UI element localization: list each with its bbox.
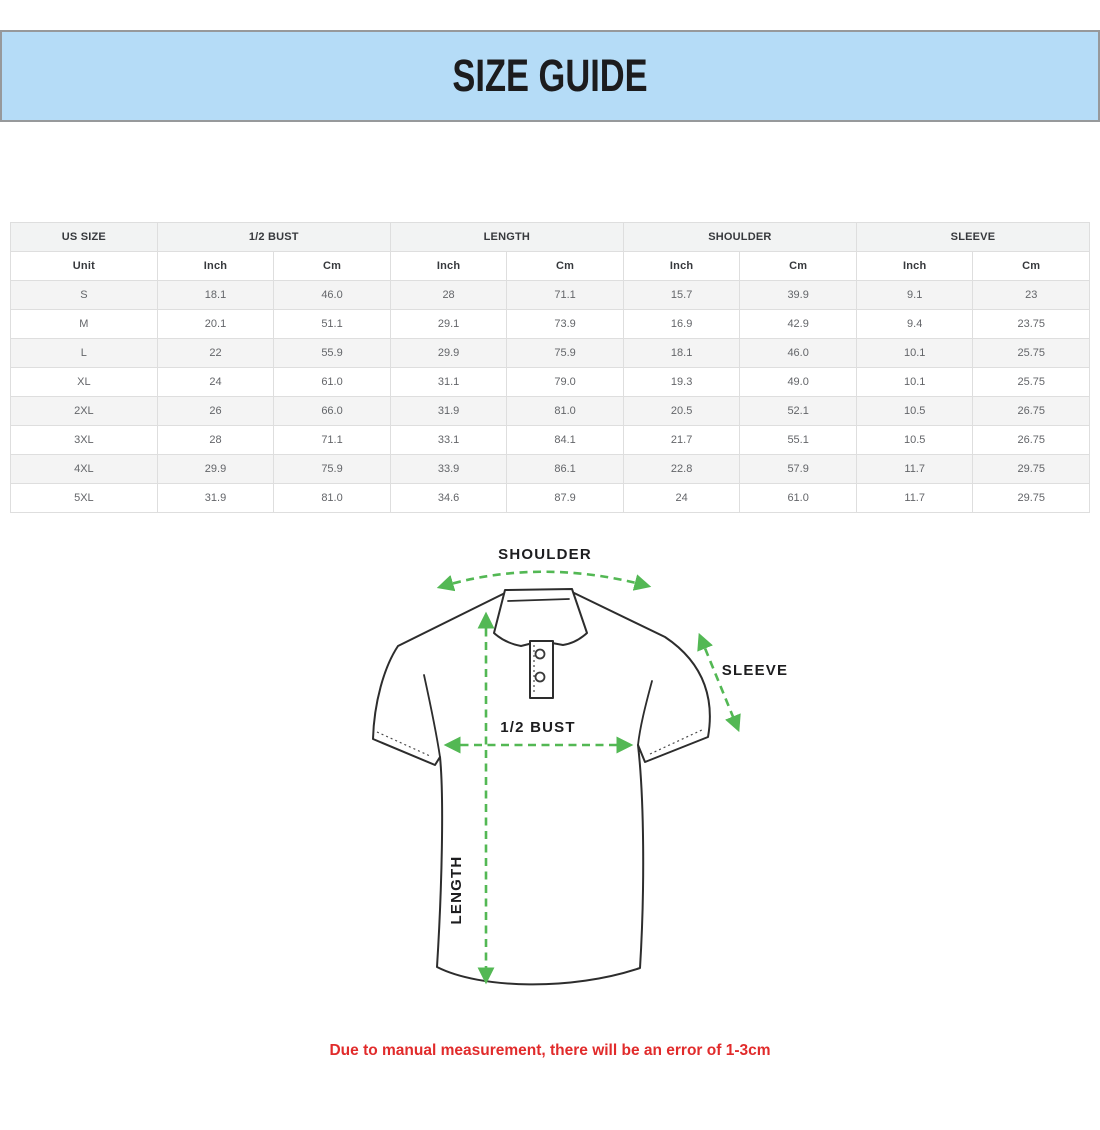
unit-header-cell: Cm xyxy=(507,252,624,281)
column-header-sleeve: SLEEVE xyxy=(856,223,1089,252)
size-chart-table xyxy=(10,222,1090,513)
measurement-cell: 22 xyxy=(157,339,274,368)
measurement-cell: 29.75 xyxy=(973,455,1090,484)
measurement-cell: 19.3 xyxy=(623,368,740,397)
measurement-cell: 9.4 xyxy=(856,310,973,339)
measurement-cell: 84.1 xyxy=(507,426,624,455)
unit-header-cell: Cm xyxy=(973,252,1090,281)
measurement-cell: 75.9 xyxy=(507,339,624,368)
unit-header-cell: Inch xyxy=(856,252,973,281)
measurement-cell: 25.75 xyxy=(973,368,1090,397)
measurement-cell: 10.5 xyxy=(856,397,973,426)
unit-header-cell: Cm xyxy=(274,252,391,281)
measurement-cell: 87.9 xyxy=(507,484,624,513)
measurement-cell: 79.0 xyxy=(507,368,624,397)
measurement-cell: 31.9 xyxy=(157,484,274,513)
table-row xyxy=(11,426,1090,455)
size-table-section xyxy=(10,222,1090,513)
table-row xyxy=(11,368,1090,397)
measurement-cell: 71.1 xyxy=(507,281,624,310)
table-row xyxy=(11,484,1090,513)
measurement-cell: 26.75 xyxy=(973,397,1090,426)
measurement-cell: 33.9 xyxy=(390,455,507,484)
measurement-cell: 81.0 xyxy=(274,484,391,513)
size-guide-banner xyxy=(0,30,1100,122)
size-label-cell: S xyxy=(11,281,158,310)
table-row xyxy=(11,397,1090,426)
measurement-cell: 23.75 xyxy=(973,310,1090,339)
measurement-error-note: Due to manual measurement, there will be an error of 1-3cm xyxy=(329,1042,771,1059)
measurement-cell: 11.7 xyxy=(856,484,973,513)
measurement-cell: 10.1 xyxy=(856,339,973,368)
measurement-cell: 24 xyxy=(623,484,740,513)
measurement-cell: 51.1 xyxy=(274,310,391,339)
measurement-cell: 22.8 xyxy=(623,455,740,484)
measurement-cell: 18.1 xyxy=(157,281,274,310)
button-bottom xyxy=(536,673,545,682)
button-top xyxy=(536,650,545,659)
measurement-cell: 29.9 xyxy=(390,339,507,368)
measurement-cell: 34.6 xyxy=(390,484,507,513)
measurement-cell: 10.1 xyxy=(856,368,973,397)
size-label-cell: 3XL xyxy=(11,426,158,455)
measurement-cell: 15.7 xyxy=(623,281,740,310)
measurement-cell: 16.9 xyxy=(623,310,740,339)
measurement-cell: 9.1 xyxy=(856,281,973,310)
measurement-diagram xyxy=(340,535,800,1030)
page-title: SIZE GUIDE xyxy=(452,50,648,101)
unit-header-cell: Inch xyxy=(157,252,274,281)
measurement-cell: 39.9 xyxy=(740,281,857,310)
unit-header-cell: Inch xyxy=(623,252,740,281)
table-group-header-row xyxy=(11,223,1090,252)
length-label: LENGTH xyxy=(448,855,465,925)
measurement-cell: 24 xyxy=(157,368,274,397)
measurement-cell: 28 xyxy=(157,426,274,455)
table-row xyxy=(11,339,1090,368)
measurement-cell: 11.7 xyxy=(856,455,973,484)
polo-shirt-diagram xyxy=(340,535,800,1025)
table-row xyxy=(11,310,1090,339)
measurement-cell: 42.9 xyxy=(740,310,857,339)
column-header-half-bust: 1/2 BUST xyxy=(157,223,390,252)
measurement-cell: 75.9 xyxy=(274,455,391,484)
measurement-cell: 66.0 xyxy=(274,397,391,426)
unit-header-cell: Inch xyxy=(390,252,507,281)
half-bust-label: 1/2 BUST xyxy=(500,719,576,736)
measurement-cell: 81.0 xyxy=(507,397,624,426)
measurement-cell: 31.9 xyxy=(390,397,507,426)
shoulder-label: SHOULDER xyxy=(498,546,592,563)
measurement-cell: 46.0 xyxy=(740,339,857,368)
measurement-cell: 73.9 xyxy=(507,310,624,339)
size-label-cell: XL xyxy=(11,368,158,397)
size-label-cell: 4XL xyxy=(11,455,158,484)
sleeve-label: SLEEVE xyxy=(721,662,789,679)
size-label-cell: 5XL xyxy=(11,484,158,513)
measurement-cell: 26.75 xyxy=(973,426,1090,455)
measurement-cell: 29.1 xyxy=(390,310,507,339)
table-unit-header-row xyxy=(11,252,1090,281)
size-label-cell: M xyxy=(11,310,158,339)
shoulder-measure-arrow xyxy=(440,572,648,587)
measurement-cell: 71.1 xyxy=(274,426,391,455)
measurement-cell: 61.0 xyxy=(740,484,857,513)
collar-outline xyxy=(494,589,587,646)
measurement-cell: 20.5 xyxy=(623,397,740,426)
measurement-cell: 25.75 xyxy=(973,339,1090,368)
measurement-cell: 52.1 xyxy=(740,397,857,426)
measurement-cell: 29.75 xyxy=(973,484,1090,513)
measurement-cell: 21.7 xyxy=(623,426,740,455)
size-label-cell: 2XL xyxy=(11,397,158,426)
unit-header-cell: Cm xyxy=(740,252,857,281)
measurement-cell: 55.1 xyxy=(740,426,857,455)
measurement-cell: 46.0 xyxy=(274,281,391,310)
measurement-cell: 10.5 xyxy=(856,426,973,455)
measurement-cell: 33.1 xyxy=(390,426,507,455)
table-row xyxy=(11,455,1090,484)
unit-header-cell: Unit xyxy=(11,252,158,281)
measurement-cell: 86.1 xyxy=(507,455,624,484)
measurement-cell: 49.0 xyxy=(740,368,857,397)
size-label-cell: L xyxy=(11,339,158,368)
table-row xyxy=(11,281,1090,310)
column-header-shoulder: SHOULDER xyxy=(623,223,856,252)
column-header-us-size: US SIZE xyxy=(11,223,158,252)
measurement-cell: 61.0 xyxy=(274,368,391,397)
measurement-cell: 26 xyxy=(157,397,274,426)
measurement-cell: 28 xyxy=(390,281,507,310)
measurement-cell: 18.1 xyxy=(623,339,740,368)
measurement-cell: 57.9 xyxy=(740,455,857,484)
measurement-cell: 29.9 xyxy=(157,455,274,484)
measurement-cell: 23 xyxy=(973,281,1090,310)
measurement-cell: 31.1 xyxy=(390,368,507,397)
column-header-length: LENGTH xyxy=(390,223,623,252)
measurement-cell: 55.9 xyxy=(274,339,391,368)
size-table-body xyxy=(11,281,1090,513)
measurement-cell: 20.1 xyxy=(157,310,274,339)
